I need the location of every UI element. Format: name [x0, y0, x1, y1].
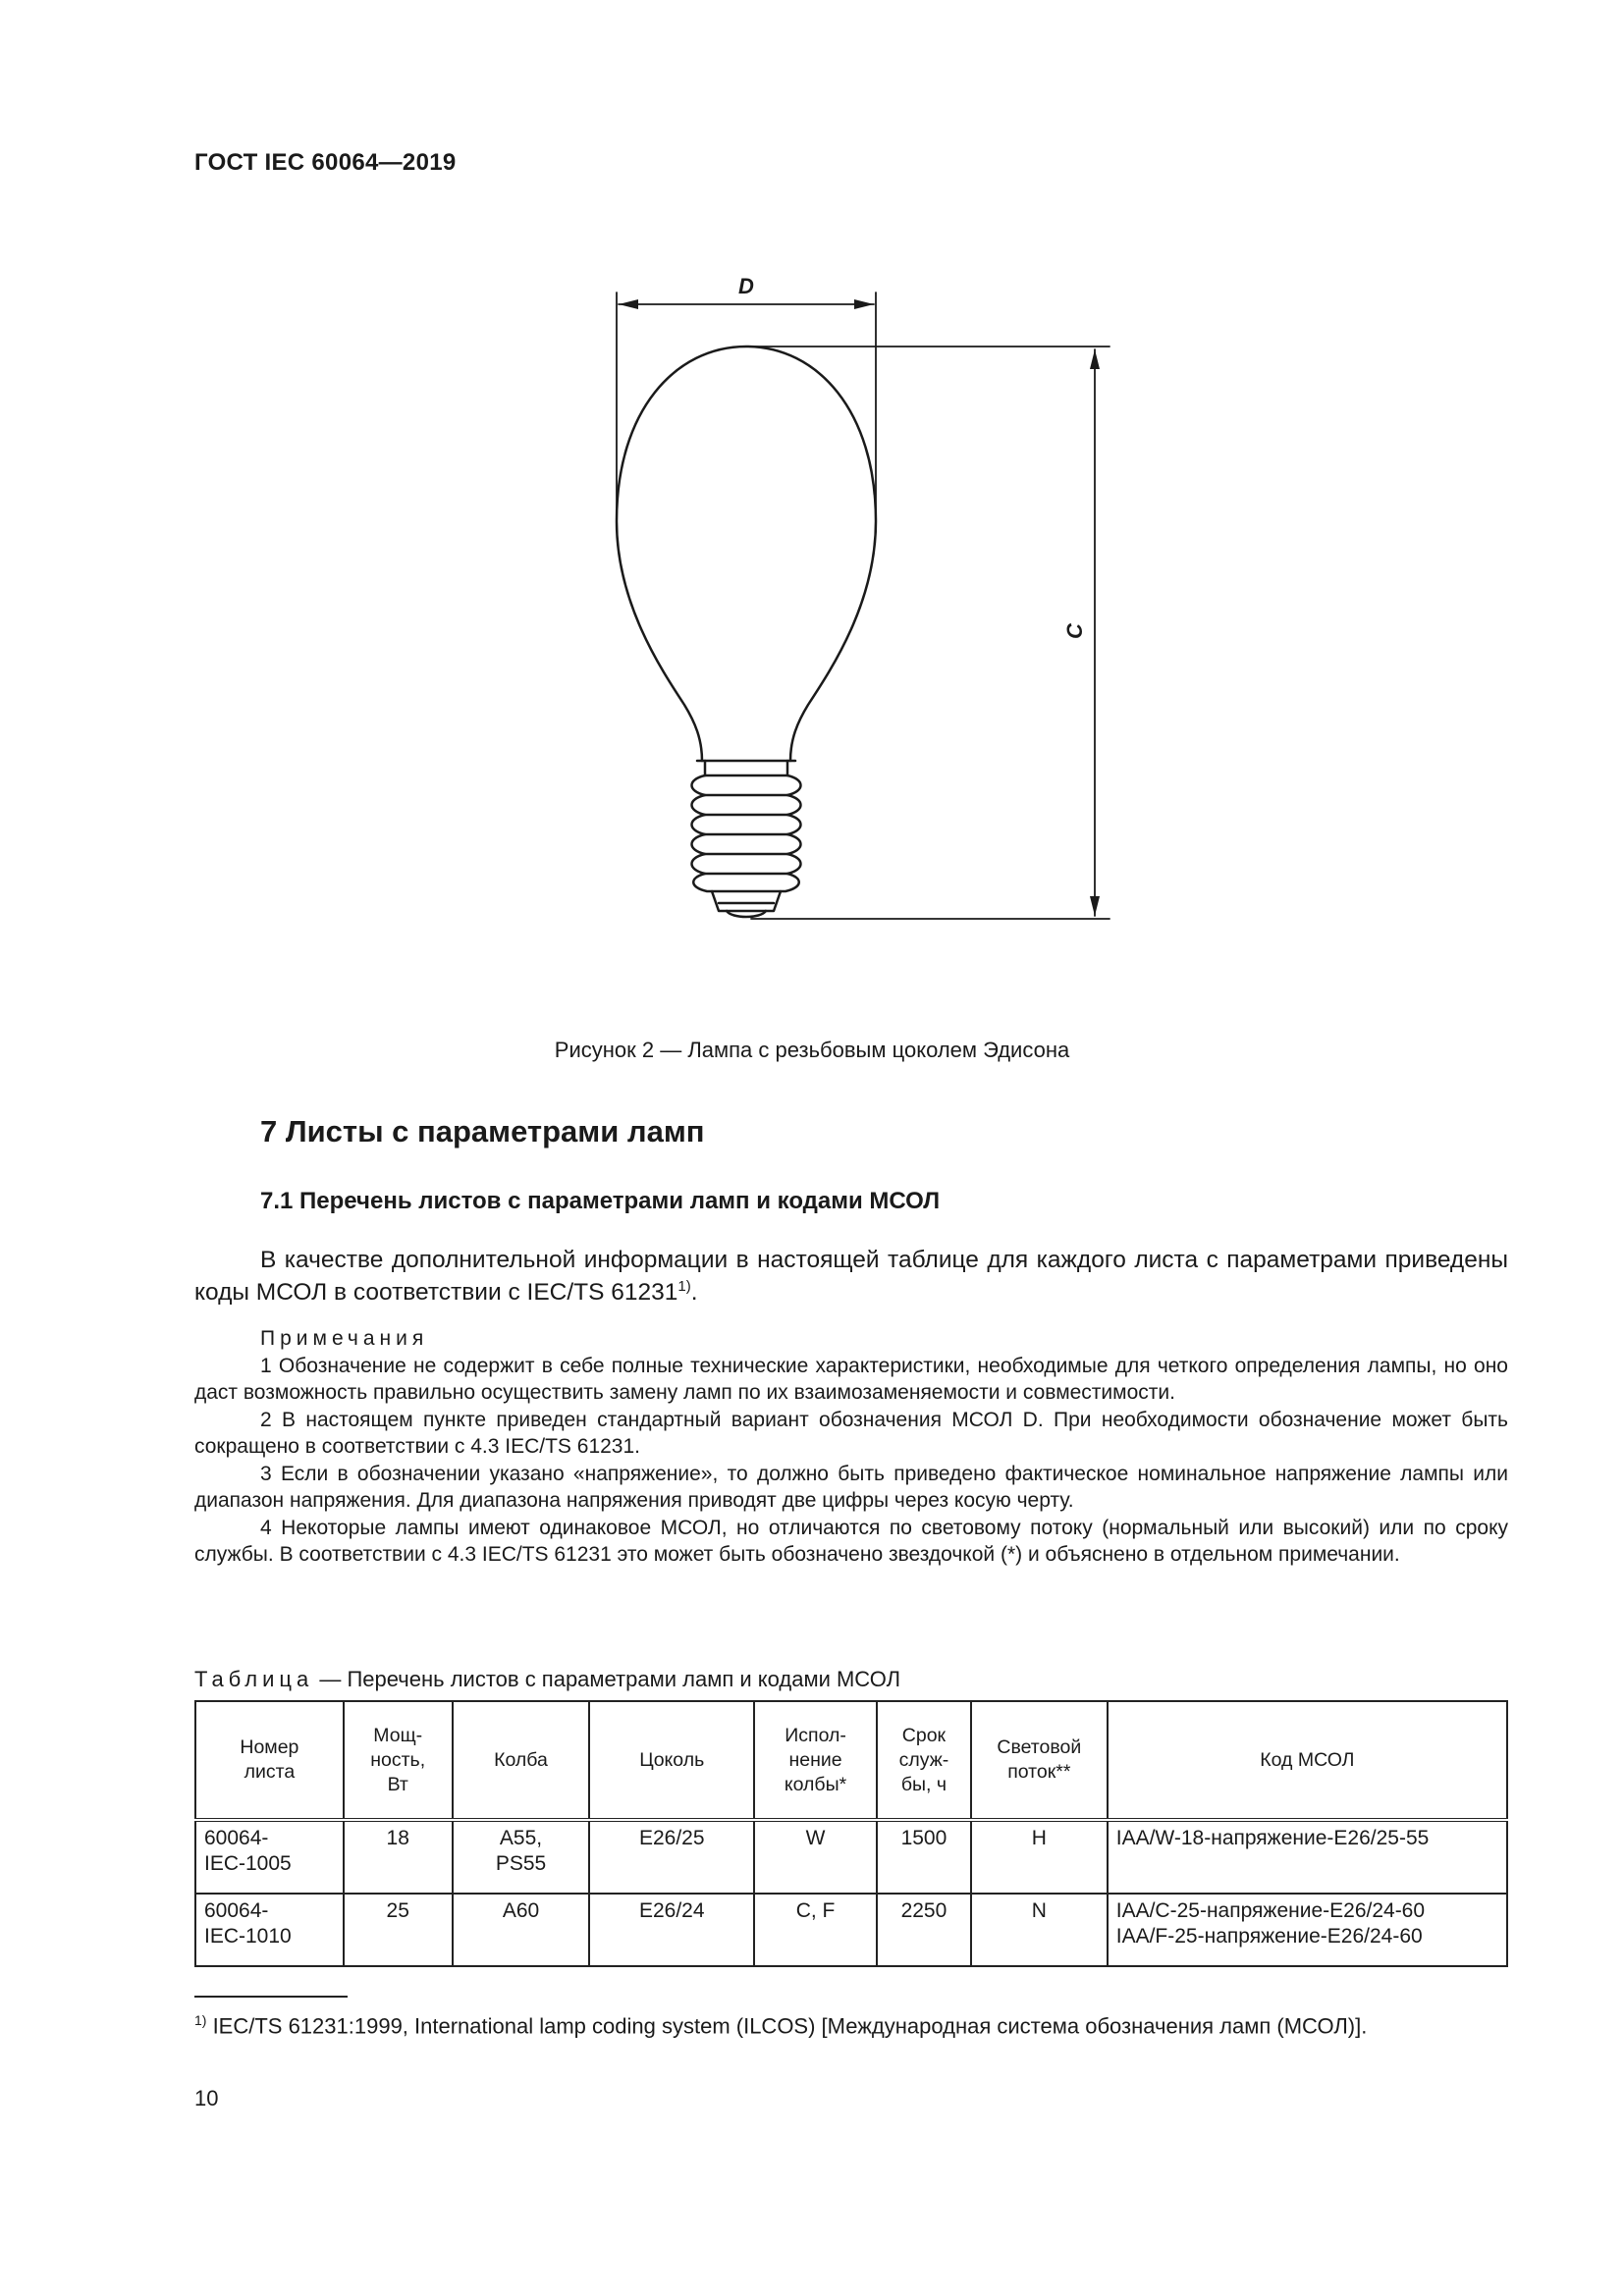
header-bulb: Колба [453, 1701, 590, 1820]
cell-cap: E26/24 [589, 1894, 754, 1966]
lamp-figure [550, 263, 1119, 970]
note-item: 4 Некоторые лампы имеют одинаковое МСОЛ, но отличаются по световому потоку (нормальный или высокий) или по сроку службы. В соответствии с 4.3 IEC/TS 61231 это может быть обозначено звездочкой (*) и объяснено в отдельном примечании. [194, 1516, 1508, 1566]
header-flux: Световой поток** [971, 1701, 1108, 1820]
note-item: 2 В настоящем пункте приведен стандартный вариант обозначения МСОЛ D. При необходимости обозначение может быть сокращено в соответствии с 4.3 IEC/TS 61231. [194, 1408, 1508, 1458]
header-life: Срок служ- бы, ч [877, 1701, 971, 1820]
footnote-rule [194, 1996, 348, 1998]
cell-power: 25 [344, 1894, 453, 1966]
table-header-row [195, 1701, 1507, 1820]
header-cap: Цоколь [589, 1701, 754, 1820]
intro-text: В качестве дополнительной информации в настоящей таблице для каждого листа с параметрами приведены коды МСОЛ в соответствии с IEC/TS 61231 [194, 1247, 1508, 1306]
dimension-d-label: D [738, 274, 754, 298]
cell-bulb: A60 [453, 1894, 590, 1966]
cell-flux: N [971, 1894, 1108, 1966]
cell-power: 18 [344, 1820, 453, 1894]
cell-flux: H [971, 1820, 1108, 1894]
cell-bulb: A55, PS55 [453, 1820, 590, 1894]
bulb-outline [617, 347, 876, 761]
header-power: Мощ- ность, Вт [344, 1701, 453, 1820]
cell-finish: C, F [754, 1894, 877, 1966]
cell-life: 1500 [877, 1820, 971, 1894]
notes-block [194, 1325, 1508, 1569]
header-finish: Испол- нение колбы* [754, 1701, 877, 1820]
page-number: 10 [194, 2086, 219, 2110]
cell-code: IAA/C-25-напряжение-E26/24-60 IAA/F-25-напряжение-E26/24-60 [1108, 1894, 1507, 1966]
footnote [194, 2004, 1508, 2042]
footnote-text: IEC/TS 61231:1999, International lamp coding system (ILCOS) [Международная система обозначения ламп (МСОЛ)]. [206, 2013, 1368, 2039]
note-item: 1 Обозначение не содержит в себе полные технические характеристики, необходимые для четкого определения лампы, но оно даст возможность правильно осуществить замену ламп по их взаимозаменяемости и совместимости. [194, 1354, 1508, 1404]
cell-sheet: 60064- IEC-1010 [195, 1894, 344, 1966]
intro-paragraph [194, 1244, 1508, 1308]
cell-code: IAA/W-18-напряжение-E26/25-55 [1108, 1820, 1507, 1894]
figure-caption: Рисунок 2 — Лампа с резьбовым цоколем Эдисона [554, 1038, 1070, 1062]
cell-finish: W [754, 1820, 877, 1894]
table-row [195, 1894, 1507, 1966]
document-header: ГОСТ IEC 60064—2019 [194, 149, 457, 176]
screw-thread [692, 775, 801, 891]
footnote-ref[interactable]: 1) [677, 1278, 691, 1295]
header-code: Код МСОЛ [1108, 1701, 1507, 1820]
header-sheet: Номер листа [195, 1701, 344, 1820]
footnote-mark: 1) [194, 2012, 207, 2028]
intro-end: . [690, 1279, 698, 1306]
table-row [195, 1820, 1507, 1894]
lamp-sheets-table [194, 1700, 1508, 1967]
table-title-word: Таблица [194, 1667, 314, 1691]
section-title: 7 Листы с параметрами ламп [260, 1114, 705, 1148]
table-title-rest: — Перечень листов с параметрами ламп и кодами МСОЛ [313, 1667, 901, 1691]
cell-sheet: 60064- IEC-1005 [195, 1820, 344, 1894]
note-item: 3 Если в обозначении указано «напряжение», то должно быть приведено фактическое номинальное напряжение лампы или диапазон напряжения. Для диапазона напряжения приводят две цифры через косую черту. [194, 1462, 1508, 1512]
cell-cap: E26/25 [589, 1820, 754, 1894]
notes-heading: Примечания [260, 1327, 429, 1350]
table-title [194, 1667, 900, 1692]
subsection-title: 7.1 Перечень листов с параметрами ламп и кодами МСОЛ [260, 1188, 941, 1214]
cell-life: 2250 [877, 1894, 971, 1966]
dimension-c-label: C [1062, 623, 1087, 639]
